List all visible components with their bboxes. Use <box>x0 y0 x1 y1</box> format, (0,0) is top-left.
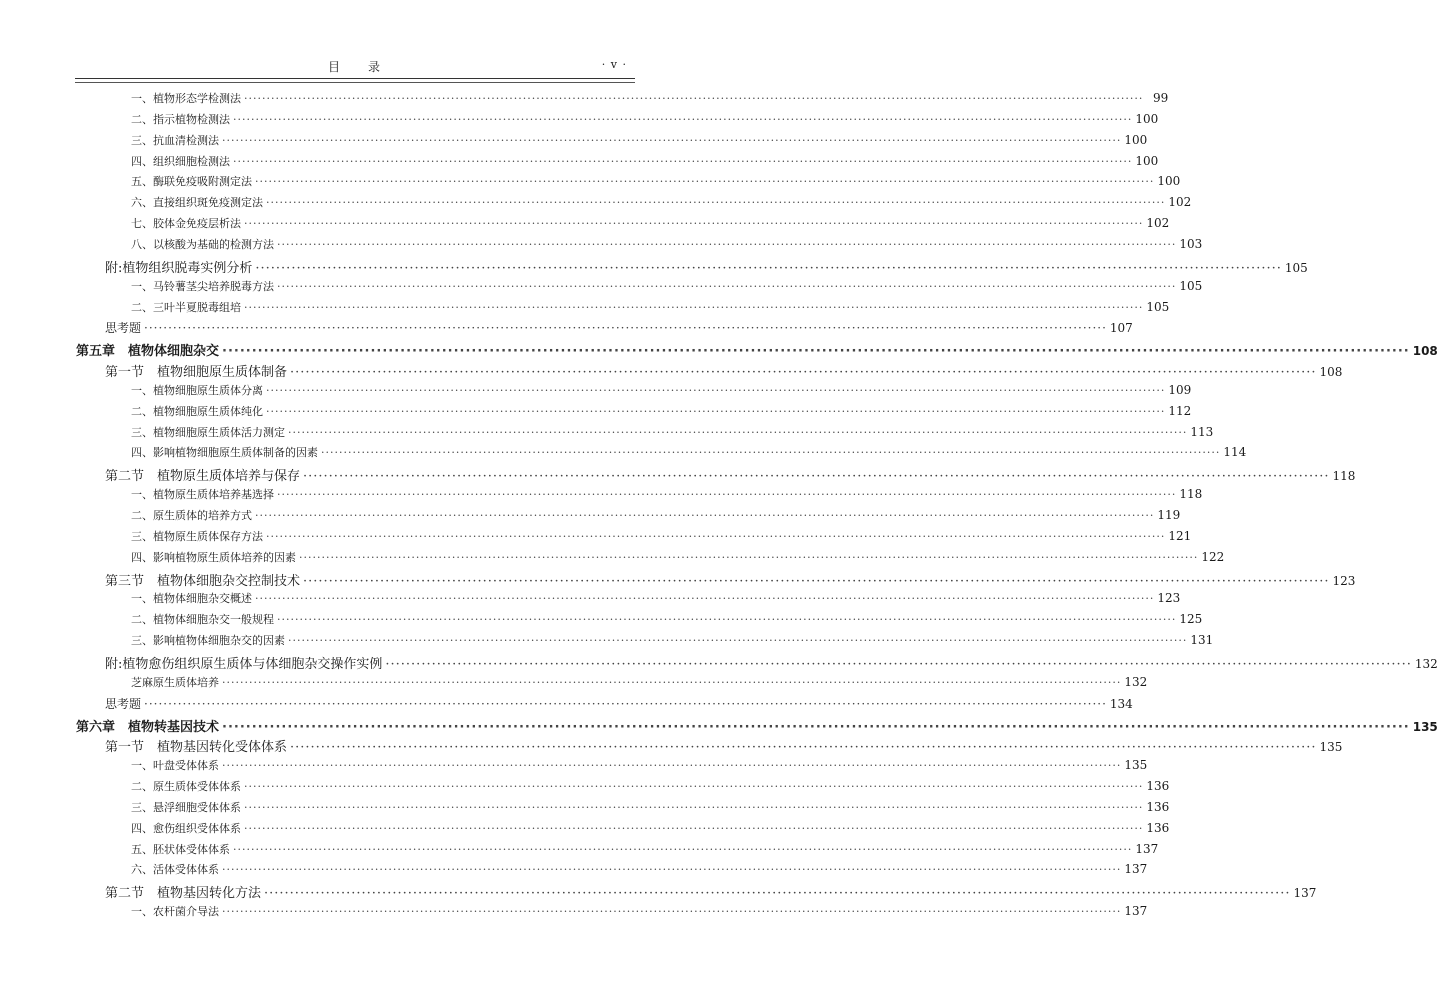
toc-leader-dots: ········································································································································································································ <box>288 634 1188 648</box>
page-header <box>75 52 635 78</box>
toc-entry-label: 四、影响植物原生质体培养的因素 <box>131 550 296 564</box>
toc-leader-dots: ········································································································································································································ <box>385 656 1412 672</box>
toc-entry-label: 一、马铃薯茎尖培养脱毒方法 <box>131 279 274 293</box>
toc-entry-label: 附:植物组织脱毒实例分析 <box>105 260 253 276</box>
toc-leader-dots: ········································································································································································································ <box>290 365 1317 381</box>
toc-entry-item <box>131 820 1170 840</box>
toc-entry-item <box>131 799 1170 819</box>
toc-entry-label: 第二节 植物基因转化方法 <box>105 886 262 902</box>
toc-entry-page-number: 135 <box>1412 719 1438 734</box>
toc-leader-dots: ········································································································································································································ <box>266 196 1166 210</box>
toc-entry-item <box>131 278 1203 298</box>
toc-entry-label: 二、植物体细胞杂交一般规程 <box>131 613 274 627</box>
toc-entry-item <box>131 757 1148 777</box>
toc-leader-dots: ········································································································································································································ <box>222 675 1122 689</box>
toc-entry-page-number: 122 <box>1201 549 1225 564</box>
toc-leader-dots: ········································································································································································································ <box>321 446 1221 460</box>
toc-entry-item <box>131 632 1214 652</box>
toc-entry-item <box>131 903 1148 923</box>
toc-leader-dots: ········································································································································································································ <box>244 300 1144 314</box>
toc-entry-label: 第六章 植物转基因技术 <box>76 719 220 735</box>
toc-entry-item <box>131 528 1192 548</box>
toc-entry-item <box>131 861 1148 881</box>
toc-leader-dots: ········································································································································································································ <box>222 344 1410 360</box>
toc-entry-label: 附:植物愈伤组织原生质体与体细胞杂交操作实例 <box>105 656 383 672</box>
toc-entry-label: 三、影响植物体细胞杂交的因素 <box>131 634 285 648</box>
toc-leader-dots: ········································································································································································································ <box>144 696 1107 711</box>
toc-entry-label: 七、胶体金免疫层析法 <box>131 217 241 231</box>
toc-entry-page-number: 136 <box>1146 820 1170 835</box>
toc-entry-page-number: 125 <box>1179 612 1203 627</box>
toc-leader-dots: ········································································································································································································ <box>277 613 1177 627</box>
toc-entry-page-number: 121 <box>1168 528 1192 543</box>
toc-entry-page-number: 137 <box>1124 904 1148 919</box>
toc-entry-page-number: 108 <box>1412 344 1438 359</box>
toc-entry-label: 五、胚状体受体体系 <box>131 842 230 856</box>
toc-leader-dots: ········································································································································································································ <box>222 719 1410 735</box>
toc-leader-dots: ········································································································································································································ <box>299 550 1199 564</box>
toc-leader-dots: ········································································································································································································ <box>244 821 1144 835</box>
toc-entry-label: 四、组织细胞检测法 <box>131 154 230 168</box>
toc-entry-think <box>105 319 1133 339</box>
header-rule-thin <box>75 82 635 83</box>
toc-entry-label: 思考题 <box>105 321 142 336</box>
header-title-left: 目 <box>327 60 342 74</box>
toc-entry-label: 第二节 植物原生质体培养与保存 <box>105 469 301 485</box>
toc-entry-page-number: 100 <box>1135 153 1159 168</box>
toc-entry-item <box>131 236 1203 256</box>
toc-entry-label: 三、植物原生质体保存方法 <box>131 529 263 543</box>
toc-entry-label: 一、植物体细胞杂交概述 <box>131 592 252 606</box>
toc-entry-page-number: 137 <box>1293 886 1317 901</box>
toc-entry-label: 八、以核酸为基础的检测方法 <box>131 237 274 251</box>
toc-entry-label: 四、影响植物细胞原生质体制备的因素 <box>131 446 318 460</box>
toc-leader-dots: ········································································································································································································ <box>222 905 1122 919</box>
toc-leader-dots: ········································································································································································································ <box>290 740 1317 756</box>
toc-entry-label: 二、原生质体的培养方式 <box>131 509 252 522</box>
toc-entry-page-number: 132 <box>1414 656 1438 671</box>
toc-entry-label: 一、植物形态学检测法 <box>131 92 241 105</box>
toc-entry-page-number: 123 <box>1157 591 1181 606</box>
header-rule-thick <box>75 78 635 79</box>
toc-entry-page-number: 134 <box>1109 696 1133 711</box>
toc-entry-item <box>131 507 1181 527</box>
header-page-marker: · v · <box>601 58 627 71</box>
toc-entry-label: 第五章 植物体细胞杂交 <box>76 344 220 360</box>
toc-leader-dots: ········································································································································································································ <box>266 529 1166 543</box>
toc-entry-item <box>131 90 1169 110</box>
toc-entry-label: 二、指示植物检测法 <box>131 112 230 126</box>
toc-entry-item <box>131 132 1148 152</box>
toc-entry-label: 一、植物原生质体培养基选择 <box>131 488 274 502</box>
toc-entry-label: 第一节 植物细胞原生质体制备 <box>105 365 288 381</box>
toc-leader-dots: ········································································································································································································ <box>255 175 1155 189</box>
toc-entry-item <box>131 841 1159 861</box>
toc-entry-page-number: 107 <box>1109 321 1133 336</box>
toc-entry-item <box>131 111 1159 131</box>
toc-entry-page-number: 100 <box>1135 111 1159 126</box>
toc-entry-label: 三、悬浮细胞受体体系 <box>131 800 241 814</box>
toc-entry-page-number: 108 <box>1319 365 1343 380</box>
toc-entry-section <box>105 736 1343 756</box>
toc-entry-label: 二、植物细胞原生质体纯化 <box>131 404 263 418</box>
toc-entry-page-number: 132 <box>1124 674 1148 689</box>
toc-entry-page-number: 113 <box>1190 424 1214 439</box>
toc-leader-dots: ········································································································································································································ <box>244 217 1144 231</box>
toc-entry-page-number: 137 <box>1135 841 1159 856</box>
toc-entry-page-number: 103 <box>1179 236 1203 251</box>
toc-entry-page-number: 114 <box>1223 445 1247 460</box>
toc-entry-think <box>105 695 1133 715</box>
toc-entry-page-number: 105 <box>1179 278 1203 293</box>
toc-leader-dots: ········································································································································································································ <box>277 237 1177 251</box>
toc-leader-dots: ········································································································································································································ <box>233 154 1133 168</box>
toc-entry-page-number: 135 <box>1124 758 1148 773</box>
toc-entry-page-number: 131 <box>1190 633 1214 648</box>
toc-entry-chapter <box>76 716 1438 736</box>
toc-leader-dots: ········································································································································································································ <box>266 383 1166 397</box>
toc-entry-item <box>131 153 1159 173</box>
toc-entry-appendix <box>105 653 1438 673</box>
toc-entry-label: 三、植物细胞原生质体活力测定 <box>131 425 285 439</box>
toc-entry-section <box>105 465 1356 485</box>
toc-entry-item <box>131 194 1192 214</box>
toc-entry-page-number: 102 <box>1146 216 1170 231</box>
toc-entry-page-number: 137 <box>1124 862 1148 877</box>
toc-entry-page-number: 123 <box>1332 573 1356 588</box>
toc-entry-item <box>131 611 1203 631</box>
toc-entry-page-number: 99 <box>1153 91 1169 105</box>
toc-entry-item <box>131 424 1214 444</box>
toc-entry-section <box>105 882 1317 902</box>
toc-entry-item <box>131 590 1181 610</box>
toc-entry-sub <box>131 674 1148 694</box>
toc-entry-label: 思考题 <box>105 696 142 711</box>
toc-entry-label: 二、三叶半夏脱毒组培 <box>131 300 241 314</box>
toc-entry-label: 五、酶联免疫吸附测定法 <box>131 175 252 189</box>
toc-leader-dots: ········································································································································································································ <box>277 488 1177 502</box>
toc-entry-label: 三、抗血清检测法 <box>131 133 219 147</box>
toc-leader-dots: ········································································································································································································ <box>244 800 1144 814</box>
toc-entry-label: 第三节 植物体细胞杂交控制技术 <box>105 573 301 589</box>
toc-entry-label: 一、叶盘受体体系 <box>131 759 219 773</box>
toc-entry-page-number: 118 <box>1179 487 1203 502</box>
toc-entry-page-number: 100 <box>1157 174 1181 189</box>
toc-leader-dots: ········································································································································································································ <box>233 842 1133 856</box>
toc-entry-page-number: 119 <box>1157 508 1181 522</box>
toc-leader-dots: ········································································································································································································ <box>255 592 1155 606</box>
toc-entry-item <box>131 486 1203 506</box>
toc-entry-chapter <box>76 340 1438 360</box>
toc-entry-item <box>131 778 1170 798</box>
toc-leader-dots: ········································································································································································································ <box>222 863 1122 877</box>
toc-leader-dots: ········································································································································································································ <box>288 425 1188 439</box>
toc-entry-label: 六、活体受体体系 <box>131 863 219 877</box>
toc-entry-label: 芝麻原生质体培养 <box>131 675 219 689</box>
toc-leader-dots: ········································································································································································································ <box>244 780 1144 794</box>
toc-entry-label: 一、农杆菌介导法 <box>131 905 219 919</box>
header-title-right: 录 <box>368 60 383 74</box>
toc-entry-label: 四、愈伤组织受体体系 <box>131 821 241 835</box>
toc-leader-dots: ········································································································································································································ <box>233 112 1133 126</box>
toc-entry-label: 二、原生质体受体体系 <box>131 780 241 794</box>
toc-entry-page-number: 118 <box>1332 469 1356 484</box>
toc-entry-label: 六、直接组织斑免疫测定法 <box>131 196 263 210</box>
toc-leader-dots: ········································································································································································································ <box>277 279 1177 293</box>
toc-entry-item <box>131 549 1225 569</box>
toc-entry-appendix <box>105 257 1308 277</box>
toc-leader-dots: ········································································································································································································ <box>144 321 1107 336</box>
toc-entry-label: 一、植物细胞原生质体分离 <box>131 383 263 397</box>
toc-leader-dots: ········································································································································································································ <box>255 509 1155 522</box>
toc-leader-dots: ········································································································································································································ <box>222 133 1122 147</box>
toc-leader-dots: ········································································································································································································ <box>264 886 1291 902</box>
header-title <box>75 58 635 75</box>
toc-entry-page-number: 105 <box>1284 260 1308 275</box>
toc-leader-dots: ········································································································································································································ <box>244 92 1144 105</box>
toc-entry-section <box>105 361 1343 381</box>
toc-entry-page-number: 102 <box>1168 195 1192 210</box>
toc-entry-item <box>131 382 1192 402</box>
toc-entry-item <box>131 215 1170 235</box>
toc-leader-dots: ········································································································································································································ <box>222 759 1122 773</box>
toc-entry-item <box>131 444 1247 464</box>
toc-entry-page-number: 135 <box>1319 740 1343 755</box>
toc-entry-page-number: 105 <box>1146 299 1170 314</box>
toc-leader-dots: ········································································································································································································ <box>266 404 1166 418</box>
toc-entry-page-number: 100 <box>1124 132 1148 147</box>
toc-entry-section <box>105 570 1356 590</box>
toc-leader-dots: ········································································································································································································ <box>303 573 1330 589</box>
toc-entry-page-number: 136 <box>1146 779 1170 794</box>
toc-entry-page-number: 109 <box>1168 382 1192 397</box>
toc-entry-label: 第一节 植物基因转化受体体系 <box>105 740 288 756</box>
toc-entry-page-number: 136 <box>1146 799 1170 814</box>
toc-leader-dots: ········································································································································································································ <box>303 469 1330 485</box>
toc-entry-item <box>131 173 1181 193</box>
toc-leader-dots: ········································································································································································································ <box>255 260 1282 276</box>
toc-entry-page-number: 112 <box>1168 403 1192 418</box>
toc-entry-item <box>131 299 1170 319</box>
toc-entry-item <box>131 403 1192 423</box>
